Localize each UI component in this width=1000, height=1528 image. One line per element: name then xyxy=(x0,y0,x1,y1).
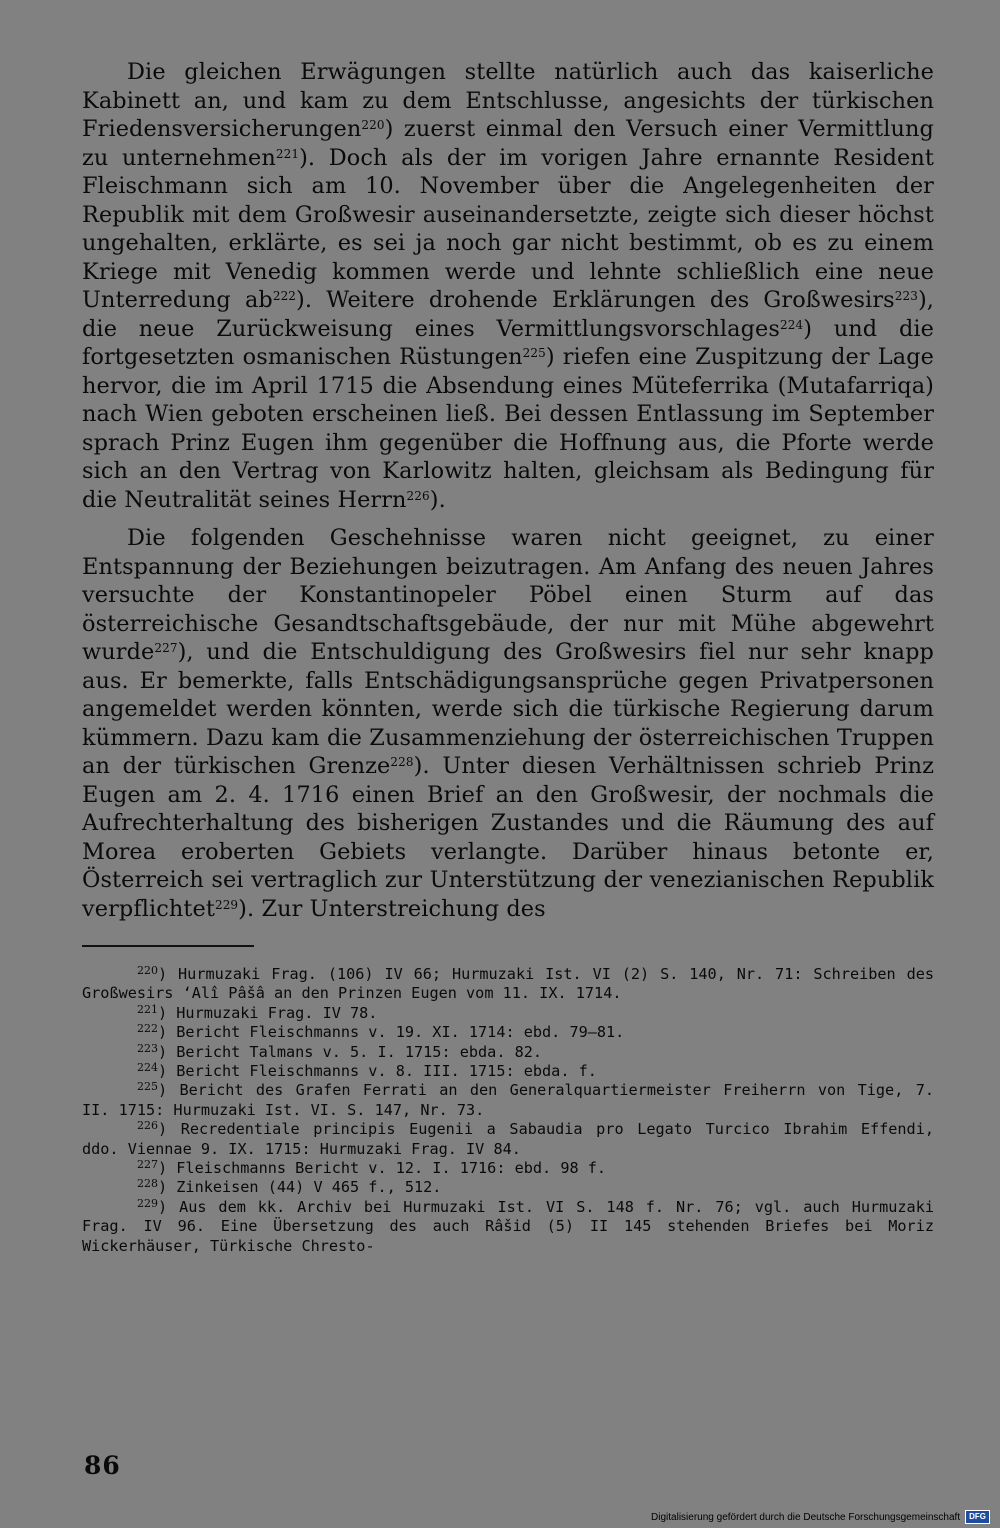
footnote xyxy=(82,1023,934,1042)
text-run: ) riefen eine Zuspitzung der Lage hervor, die im April 1715 die Absendung eines Müteferrika (Mutafarriqa) nach Wien geboten erscheinen ließ. Bei dessen Entlassung im September sprach Prinz Eugen ihm gegenüber die Hoffnung aus, die Pforte werde sich an den Vertrag von Karlowitz halten, gleichsam als Bedingung für die Neutralität seines Herrn xyxy=(82,344,934,513)
footnote-separator xyxy=(82,945,254,947)
footnote-ref: 223 xyxy=(894,289,918,303)
page-content xyxy=(82,58,934,1256)
paragraph xyxy=(82,524,934,923)
footnote-number: 222 xyxy=(137,1022,158,1036)
main-text xyxy=(82,58,934,923)
digitization-credit xyxy=(651,1510,990,1524)
footnote-ref: 229 xyxy=(214,897,239,912)
footnote xyxy=(82,1004,934,1023)
footnote-ref: 226 xyxy=(406,488,430,503)
footnote-number: 225 xyxy=(137,1080,158,1094)
footnote-ref: 227 xyxy=(154,641,178,655)
footnote xyxy=(82,1159,934,1178)
footnote xyxy=(82,965,934,1004)
footnote-number: 224 xyxy=(137,1061,158,1075)
footnote-text: ) Bericht Talmans v. 5. I. 1715: ebda. 82. xyxy=(158,1042,543,1061)
footnote-text: ) Recredentiale principis Eugenii a Sabaudia pro Legato Turcico Ibrahim Effendi, ddo. Viennae 9. IX. 1715: Hurmuzaki Frag. IV 84. xyxy=(82,1120,934,1158)
text-run: ). xyxy=(429,486,446,513)
footnote-text: ) Hurmuzaki Frag. (106) IV 66; Hurmuzaki Ist. VI (2) S. 140, Nr. 71: Schreiben des Großwesirs ‘Alî Pâšâ an den Prinzen Eugen vom 11. IX. 1714. xyxy=(82,965,934,1003)
text-run: ) und die fortgesetzten osmanischen Rüstungen xyxy=(82,315,934,370)
footnote-text: ) Bericht Fleischmanns v. 8. III. 1715: ebda. f. xyxy=(158,1062,597,1081)
footnote-ref: 224 xyxy=(779,317,804,332)
footnote xyxy=(82,1198,934,1256)
text-run: ) zuerst einmal den Versuch einer Vermittlung zu unternehmen xyxy=(82,116,934,171)
footnote xyxy=(82,1178,934,1197)
text-run: ), und die Entschuldigung des Großwesirs fiel nur sehr knapp aus. Er bemerkte, falls Entschädigungsansprüche gegen Privatpersonen angemeldet werden könnten, werde sich die türkische Regierung darum kümmern. Dazu kam die Zusammenziehung der österreichischen Truppen an der türkischen Grenze xyxy=(82,639,934,779)
footnote-ref: 221 xyxy=(275,146,300,161)
footnote-text: ) Fleischmanns Bericht v. 12. I. 1716: ebd. 98 f. xyxy=(158,1159,607,1178)
footnote-ref: 225 xyxy=(522,346,546,360)
footnote-number: 227 xyxy=(137,1158,158,1172)
footnotes xyxy=(82,965,934,1256)
text-run: ). Doch als der im vorigen Jahre ernannte Resident Fleischmann sich am 10. November über die Angelegenheiten der Republik mit dem Großwesir auseinandersetzte, zeigte sich dieser höchst ungehalten, erklärte, es sei ja noch gar nicht bestimmt, ob es zu einem Kriege mit Venedig kommen werde und lehnte schließlich eine neue Unterredung ab xyxy=(82,144,934,313)
text-run: ). Weitere drohende Erklärungen des Großwesirs xyxy=(296,287,895,313)
text-run: ). Zur Unterstreichung des xyxy=(238,895,546,922)
text-run: ). Unter diesen Verhältnissen schrieb Prinz Eugen am 2. 4. 1716 einen Brief an den Großwesir, der nochmals die Aufrechterhaltung des bisherigen Zustandes und die Räumung des auf Morea eroberten Gebiets verlangte. Darüber hinaus betonte er, Österreich sei vertraglich zur Unterstützung der venezianischen Republik verpflichtet xyxy=(82,753,935,922)
footnote-text: ) Bericht Fleischmanns v. 19. XI. 1714: ebd. 79—81. xyxy=(158,1023,625,1042)
text-run: Die folgenden Geschehnisse waren nicht geeignet, zu einer Entspannung der Beziehungen beizutragen. Am Anfang des neuen Jahres versuchte der Konstantinopeler Pöbel einen Sturm auf das österreichische Gesandtschaftsgebäude, der nur mit Mühe abgewehrt wurde xyxy=(82,525,934,665)
footnote-number: 220 xyxy=(137,964,158,977)
footnote-text: ) Aus dem kk. Archiv bei Hurmuzaki Ist. VI S. 148 f. Nr. 76; vgl. auch Hurmuzaki Frag. IV 96. Eine Übersetzung des auch Râšid (5) II 145 stehenden Briefes bei Moriz Wickerhäuser, Türkische Chresto- xyxy=(82,1197,934,1255)
footnote-number: 226 xyxy=(137,1119,158,1133)
footnote-text: ) Bericht des Grafen Ferrati an den Generalquartiermeister Freiherrn von Tige, 7. II. 1715: Hurmuzaki Ist. VI. S. 147, Nr. 73. xyxy=(82,1081,934,1119)
footnote-ref: 228 xyxy=(390,755,414,769)
footnote xyxy=(82,1081,934,1120)
footnote-ref: 220 xyxy=(361,118,385,132)
footnote-number: 228 xyxy=(137,1177,158,1191)
footnote-ref: 222 xyxy=(272,289,297,303)
footnote xyxy=(82,1043,934,1062)
footnote xyxy=(82,1120,934,1159)
footnote-number: 221 xyxy=(137,1002,158,1016)
page-number: 86 xyxy=(84,1451,121,1480)
dfg-logo: DFG xyxy=(965,1510,990,1524)
text-run: Die gleichen Erwägungen stellte natürlich auch das kaiserliche Kabinett an, und kam zu dem Entschlusse, angesichts der türkischen Friedensversicherungen xyxy=(82,59,934,142)
footnote-text: ) Zinkeisen (44) V 465 f., 512. xyxy=(158,1178,442,1197)
footnote-number: 223 xyxy=(137,1041,158,1055)
credit-text: Digitalisierung gefördert durch die Deutsche Forschungsgemeinschaft xyxy=(651,1511,961,1523)
footnote-number: 229 xyxy=(137,1196,158,1210)
footnote-text: ) Hurmuzaki Frag. IV 78. xyxy=(158,1003,378,1022)
text-run: ), die neue Zurückweisung eines Vermittlungsvorschlages xyxy=(82,287,934,342)
footnote xyxy=(82,1062,934,1081)
paragraph xyxy=(82,58,934,514)
